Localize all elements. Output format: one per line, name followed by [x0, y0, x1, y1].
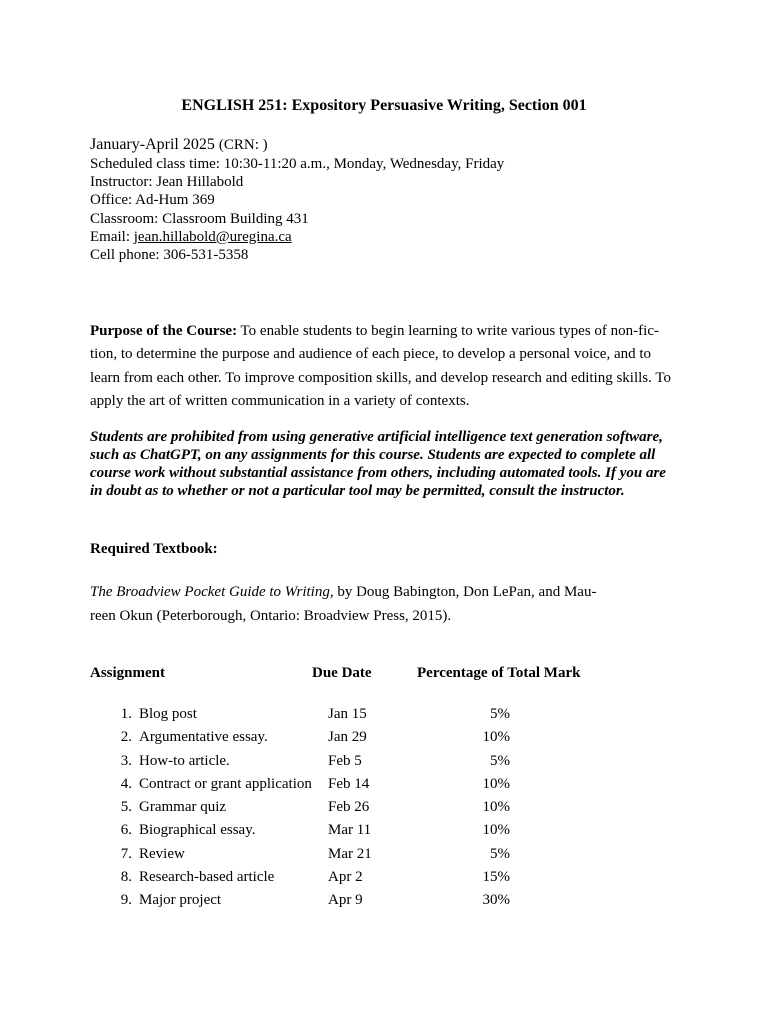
course-info: [90, 155, 504, 264]
assignment-percentage: 10%: [482, 822, 510, 839]
assignment-name: Argumentative essay.: [139, 729, 268, 746]
assignment-due: Mar 11: [328, 822, 372, 839]
ai-policy-line-2: such as ChatGPT, on any assignments for this course. Students are expected to complete all: [90, 447, 656, 463]
assignment-row: [0, 776, 768, 799]
email-line: [90, 228, 504, 246]
assignment-due: Jan 15: [328, 706, 367, 722]
email-label: Email:: [90, 228, 134, 245]
assignment-percentage: 5%: [490, 752, 510, 769]
purpose-line-4: apply the art of written communication in a variety of contexts.: [90, 392, 470, 409]
assignment-due: Apr 2: [328, 869, 363, 886]
assignment-number: 8.: [120, 869, 132, 886]
term-line: [90, 136, 268, 154]
due-date-column-header: Due Date: [312, 665, 372, 681]
assignment-name: Research-based article: [139, 869, 275, 886]
schedule-line: Scheduled class time: 10:30-11:20 a.m., Monday, Wednesday, Friday: [90, 156, 505, 172]
assignment-number: 7.: [120, 845, 132, 862]
assignment-number: 6.: [120, 822, 132, 839]
assignment-due: Apr 9: [328, 892, 363, 909]
office-line: Office: Ad-Hum 369: [90, 192, 215, 209]
assignment-due: Jan 29: [328, 729, 367, 746]
ai-policy-paragraph: [90, 428, 666, 500]
assignment-row: [0, 706, 768, 729]
assignment-percentage: 10%: [482, 775, 510, 792]
ai-policy-line-3: course work without substantial assistance from others, including automated tools. If you are: [90, 465, 666, 481]
assignment-percentage: 30%: [482, 892, 510, 909]
assignment-row: [0, 753, 768, 776]
assignment-number: 3.: [120, 752, 132, 769]
assignment-due: Mar 21: [328, 845, 372, 862]
page-title: ENGLISH 251: Expository Persuasive Writing, Section 001: [181, 97, 587, 114]
assignment-row: [0, 869, 768, 892]
email-link[interactable]: jean.hillabold@uregina.ca: [133, 228, 292, 245]
assignment-row: [0, 799, 768, 822]
assignment-name: How-to article.: [139, 752, 230, 769]
assignment-name: Contract or grant application: [139, 775, 312, 792]
assignment-due: Feb 14: [328, 775, 370, 792]
assignment-row: [0, 822, 768, 845]
assignment-column-header: Assignment: [90, 665, 166, 681]
assignment-row: [0, 729, 768, 752]
assignment-name: Major project: [139, 892, 222, 909]
cell-line: Cell phone: 306-531-5358: [90, 247, 249, 264]
assignment-name: Review: [139, 845, 185, 862]
assignment-name: Blog post: [139, 706, 197, 722]
term: January-April 2025: [90, 136, 215, 153]
textbook-line-2: reen Okun (Peterborough, Ontario: Broadview Press, 2015).: [90, 607, 452, 624]
assignment-name: Grammar quiz: [139, 799, 227, 816]
assignment-percentage: 5%: [490, 845, 510, 862]
assignment-number: 4.: [120, 775, 132, 792]
textbook-citation: [90, 581, 596, 628]
assignment-number: 2.: [120, 729, 132, 746]
assignment-number: 9.: [120, 892, 132, 909]
ai-policy-line-4: in doubt as to whether or not a particular tool may be permitted, consult the instructor.: [90, 483, 625, 499]
purpose-line-2: tion, to determine the purpose and audience of each piece, to develop a personal voice, and to: [90, 346, 652, 363]
assignment-number: 1.: [120, 706, 132, 722]
assignment-due: Feb 26: [328, 799, 370, 816]
textbook-line-1: by Doug Babington, Don LePan, and Mau-: [333, 584, 597, 600]
classroom-line: Classroom: Classroom Building 431: [90, 210, 309, 227]
purpose-paragraph: [90, 320, 671, 413]
assignment-list: [0, 706, 768, 916]
assignment-row: [0, 892, 768, 915]
assignment-percentage: 5%: [490, 706, 510, 722]
percentage-column-header: Percentage of Total Mark: [417, 665, 581, 681]
purpose-line-1: To enable students to begin learning to write various types of non-fic-: [237, 323, 659, 339]
purpose-label: Purpose of the Course:: [90, 323, 238, 339]
assignment-due: Feb 5: [328, 752, 362, 769]
instructor-line: Instructor: Jean Hillabold: [90, 174, 244, 191]
textbook-title: The Broadview Pocket Guide to Writing,: [90, 584, 334, 600]
crn: (CRN: ): [218, 137, 268, 153]
purpose-line-3: learn from each other. To improve composition skills, and develop research and editing skills. To: [90, 369, 671, 386]
assignment-number: 5.: [120, 799, 132, 816]
assignment-percentage: 10%: [482, 799, 510, 816]
textbook-heading: Required Textbook:: [90, 541, 218, 557]
assignment-name: Biographical essay.: [139, 822, 256, 839]
assignment-percentage: 10%: [482, 729, 510, 746]
assignment-percentage: 15%: [482, 869, 510, 886]
ai-policy-line-1: Students are prohibited from using generative artificial intelligence text generation software,: [90, 429, 663, 445]
assignment-row: [0, 846, 768, 869]
